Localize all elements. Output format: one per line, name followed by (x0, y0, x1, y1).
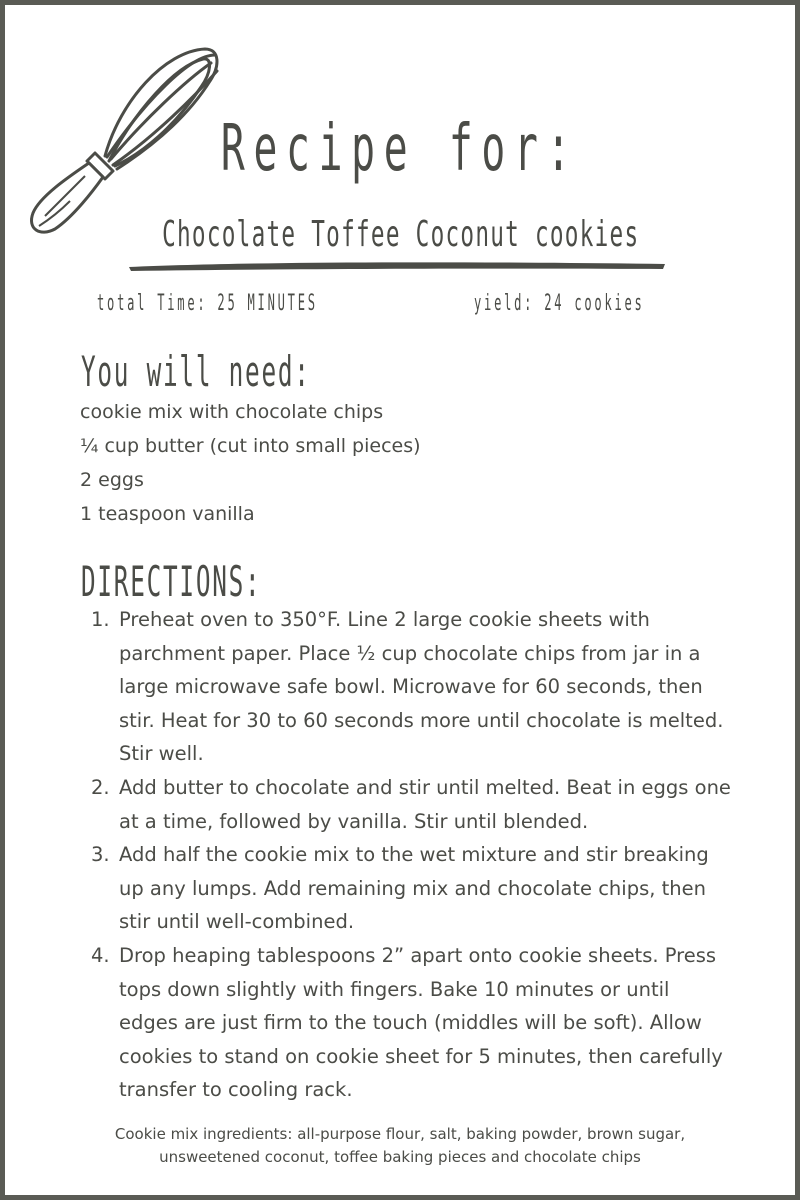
step-text: Add butter to chocolate and stir until melted. Beat in eggs one at a time, followed by vanilla. Stir until blended. (119, 775, 731, 833)
direction-step (91, 771, 731, 838)
brush-stroke (127, 259, 667, 273)
direction-step (91, 838, 731, 939)
step-number: 3. (91, 843, 110, 867)
direction-step (91, 603, 731, 771)
footnote-line: Cookie mix ingredients: all-purpose flour, salt, baking powder, brown sugar, (114, 1125, 686, 1143)
step-text: Preheat oven to 350°F. Line 2 large cookie sheets with parchment paper. Place ½ cup chocolate chips from jar in a large microwave safe bowl. Microwave for 60 seconds, then stir. Heat for 30 to 60 seconds more until chocolate is melted. Stir well. (119, 608, 724, 766)
total-time: total Time: 25 MINUTES (97, 291, 318, 316)
step-number: 1. (91, 608, 110, 631)
directions-heading: DIRECTIONS: (81, 557, 262, 606)
ingredients-list (80, 395, 421, 531)
step-number: 2. (91, 775, 110, 799)
direction-step (91, 939, 731, 1107)
list-item: 1 teaspoon vanilla (80, 503, 255, 525)
footnote-line: unsweetened coconut, toffee baking pieces and chocolate chips (159, 1148, 641, 1166)
list-item: 2 eggs (80, 469, 144, 491)
list-item: ¼ cup butter (cut into small pieces) (80, 435, 421, 457)
recipe-name: Chocolate Toffee Coconut cookies (162, 214, 640, 255)
yield: yield: 24 cookies (474, 291, 645, 316)
step-text: Add half the cookie mix to the wet mixture and stir breaking up any lumps. Add remaining mix and chocolate chips, then stir until well-combined. (119, 843, 709, 934)
page-title: Recipe for: (220, 112, 580, 186)
recipe-card (5, 5, 795, 1195)
step-text: Drop heaping tablespoons 2” apart onto cookie sheets. Press tops down slightly with fingers. Bake 10 minutes or until edges are just firm to the touch (middles will be soft). Allow cookies to stand on cookie sheet for 5 minutes, then carefully transfer to cooling rack. (119, 943, 723, 1102)
directions-list (91, 603, 731, 1107)
step-number: 4. (91, 943, 110, 967)
ingredients-heading: You will need: (81, 347, 311, 396)
list-item: cookie mix with chocolate chips (80, 401, 384, 423)
footnote (5, 1123, 795, 1169)
